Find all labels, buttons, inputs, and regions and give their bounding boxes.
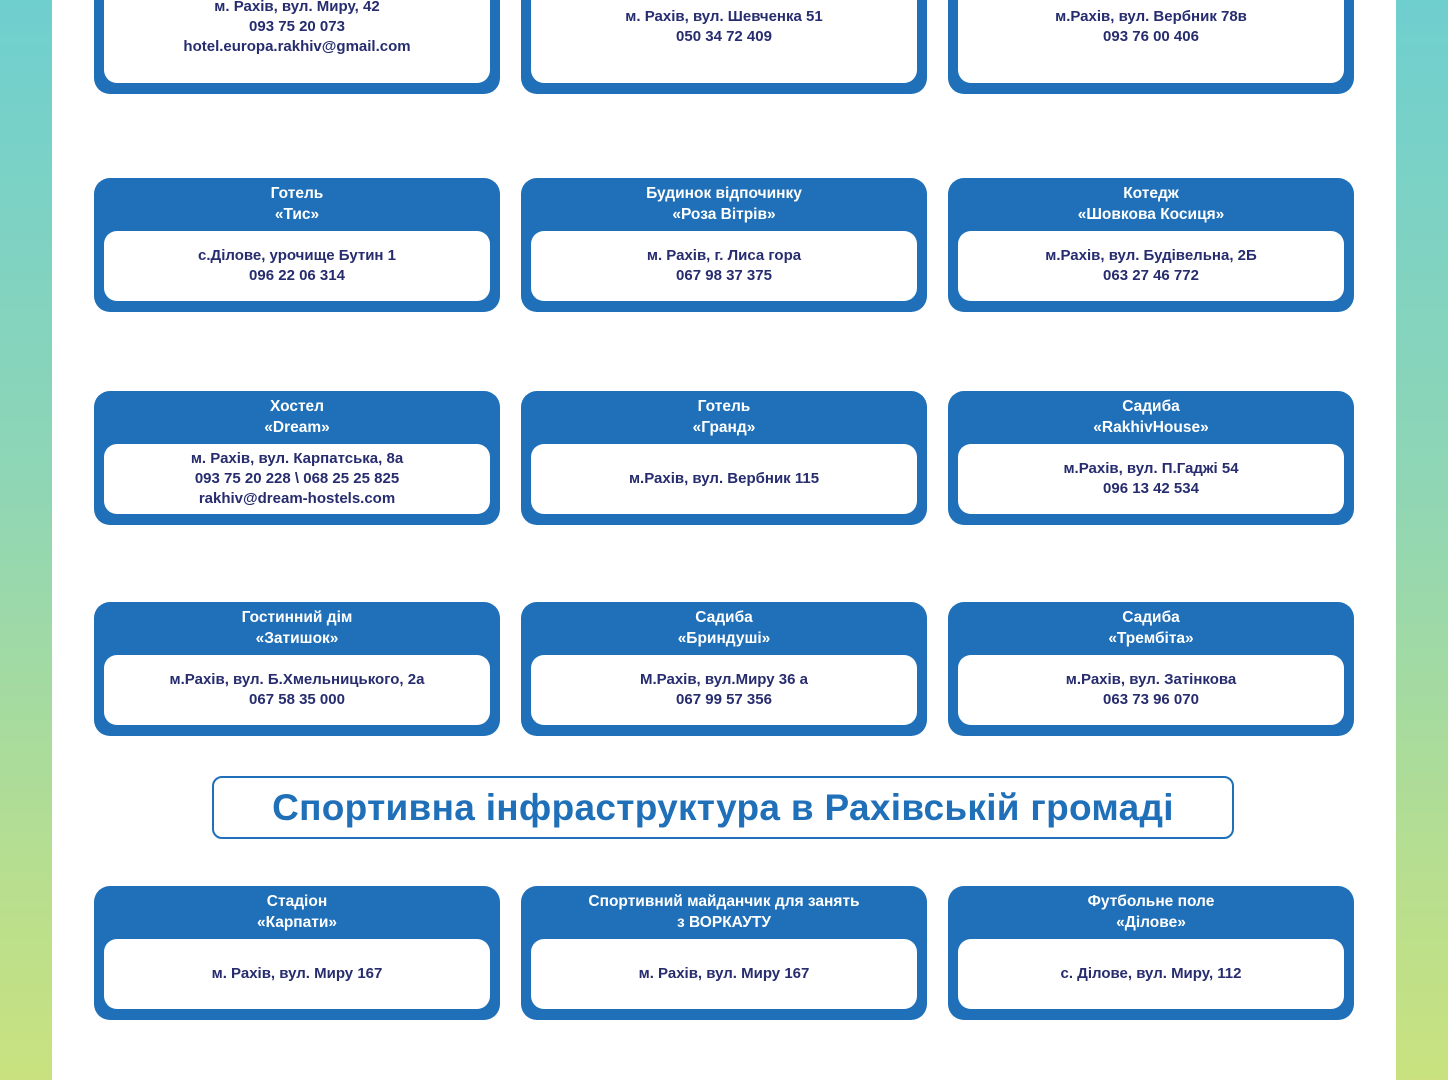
venue-type: Спортивний майданчик для занять: [588, 893, 860, 910]
card-details: [531, 231, 917, 301]
card-details: [958, 231, 1344, 301]
lodging-name: «Бриндуші»: [677, 630, 771, 647]
address-text: м. Рахів, вул. Миру 167: [211, 965, 383, 982]
address-text: м.Рахів, вул. Б.Хмельницького, 2а: [169, 671, 425, 688]
lodging-card: [521, 391, 927, 525]
address-text: м.Рахів, вул. Вербник 115: [628, 470, 820, 487]
lodging-type: Будинок відпочинку: [646, 185, 802, 202]
phone-text: 093 75 20 073: [249, 18, 345, 35]
lodging-card: [521, 602, 927, 736]
address-text: М.Рахів, вул.Миру 36 а: [640, 671, 808, 688]
card-title: [521, 396, 927, 438]
address-text: м. Рахів, вул. Карпатська, 8а: [190, 450, 404, 467]
lodging-type: Гостинний дім: [241, 609, 353, 626]
sports-venue-card: [94, 886, 500, 1020]
lodging-name: «Трембіта»: [1108, 630, 1194, 647]
venue-type: Стадіон: [266, 893, 328, 910]
lodging-type: Садиба: [695, 609, 753, 626]
sports-section-heading: Спортивна інфраструктура в Рахівській громаді: [212, 776, 1234, 839]
lodging-name: «Роза Вітрів»: [672, 206, 776, 223]
card-details: [104, 0, 490, 83]
address-text: м.Рахів, вул. Вербник 78в: [1055, 8, 1247, 25]
card-title: [94, 891, 500, 933]
card-details: [958, 939, 1344, 1009]
sports-venue-card: [521, 886, 927, 1020]
card-details: [531, 0, 917, 83]
phone-text: 067 98 37 375: [676, 267, 772, 284]
address-text: м.Рахів, вул. П.Гаджі 54: [1063, 460, 1239, 477]
lodging-card: [94, 178, 500, 312]
phone-text: 067 99 57 356: [676, 691, 772, 708]
card-title: [948, 396, 1354, 438]
venue-name: «Ділове»: [1116, 914, 1186, 931]
phone-text: 067 58 35 000: [249, 691, 345, 708]
card-details: [104, 939, 490, 1009]
lodging-name: «Гранд»: [692, 419, 756, 436]
lodging-type: Готель: [270, 185, 324, 202]
lodging-name: «Тис»: [274, 206, 320, 223]
email-text: hotel.europa.rakhiv@gmail.com: [183, 38, 411, 55]
lodging-type: Хостел: [269, 398, 325, 415]
address-text: м.Рахів, вул. Затінкова: [1065, 671, 1237, 688]
address-text: м. Рахів, вул. Миру, 42: [214, 0, 380, 15]
lodging-card: [94, 602, 500, 736]
lodging-card: [948, 0, 1354, 94]
lodging-name: «RakhivHouse»: [1093, 419, 1209, 436]
card-title: [948, 891, 1354, 933]
card-details: [958, 444, 1344, 514]
card-title: [94, 183, 500, 225]
card-title: [94, 607, 500, 649]
address-text: с. Ділове, вул. Миру, 112: [1060, 965, 1242, 982]
card-details: [531, 655, 917, 725]
phone-text: 063 27 46 772: [1103, 267, 1199, 284]
card-title: [521, 607, 927, 649]
card-details: [104, 655, 490, 725]
email-text: rakhiv@dream-hostels.com: [198, 490, 396, 507]
card-details: [531, 939, 917, 1009]
address-text: м. Рахів, г. Лиса гора: [646, 247, 802, 264]
address-text: м. Рахів, вул. Шевченка 51: [625, 8, 823, 25]
card-details: [104, 444, 490, 514]
phone-text: 063 73 96 070: [1103, 691, 1199, 708]
lodging-name: «Шовкова Косиця»: [1077, 206, 1225, 223]
address-text: м.Рахів, вул. Будівельна, 2Б: [1045, 247, 1257, 264]
card-details: [958, 655, 1344, 725]
card-title: [521, 891, 927, 933]
address-text: с.Ділове, урочище Бутин 1: [198, 247, 396, 264]
venue-name: «Карпати»: [256, 914, 338, 931]
venue-name: з ВОРКАУТУ: [676, 914, 772, 931]
venue-type: Футбольне поле: [1087, 893, 1215, 910]
lodging-card: [948, 178, 1354, 312]
phone-text: 093 75 20 228 \ 068 25 25 825: [194, 470, 400, 487]
lodging-card: [94, 391, 500, 525]
lodging-card: [948, 602, 1354, 736]
card-details: [531, 444, 917, 514]
lodging-name: «Dream»: [264, 419, 330, 436]
lodging-card: [94, 0, 500, 94]
card-title: [521, 183, 927, 225]
card-title: [948, 607, 1354, 649]
sports-venue-card: [948, 886, 1354, 1020]
lodging-type: Котедж: [1123, 185, 1179, 202]
card-title: [94, 396, 500, 438]
lodging-card: [521, 178, 927, 312]
lodging-type: Садиба: [1122, 398, 1180, 415]
lodging-card: [948, 391, 1354, 525]
card-title: [948, 183, 1354, 225]
lodging-name: «Затишок»: [255, 630, 339, 647]
phone-text: 050 34 72 409: [676, 28, 772, 45]
lodging-type: Готель: [697, 398, 751, 415]
phone-text: 093 76 00 406: [1103, 28, 1199, 45]
phone-text: 096 13 42 534: [1103, 480, 1199, 497]
phone-text: 096 22 06 314: [249, 267, 345, 284]
lodging-card: [521, 0, 927, 94]
card-details: [104, 231, 490, 301]
address-text: м. Рахів, вул. Миру 167: [638, 965, 810, 982]
lodging-type: Садиба: [1122, 609, 1180, 626]
card-details: [958, 0, 1344, 83]
